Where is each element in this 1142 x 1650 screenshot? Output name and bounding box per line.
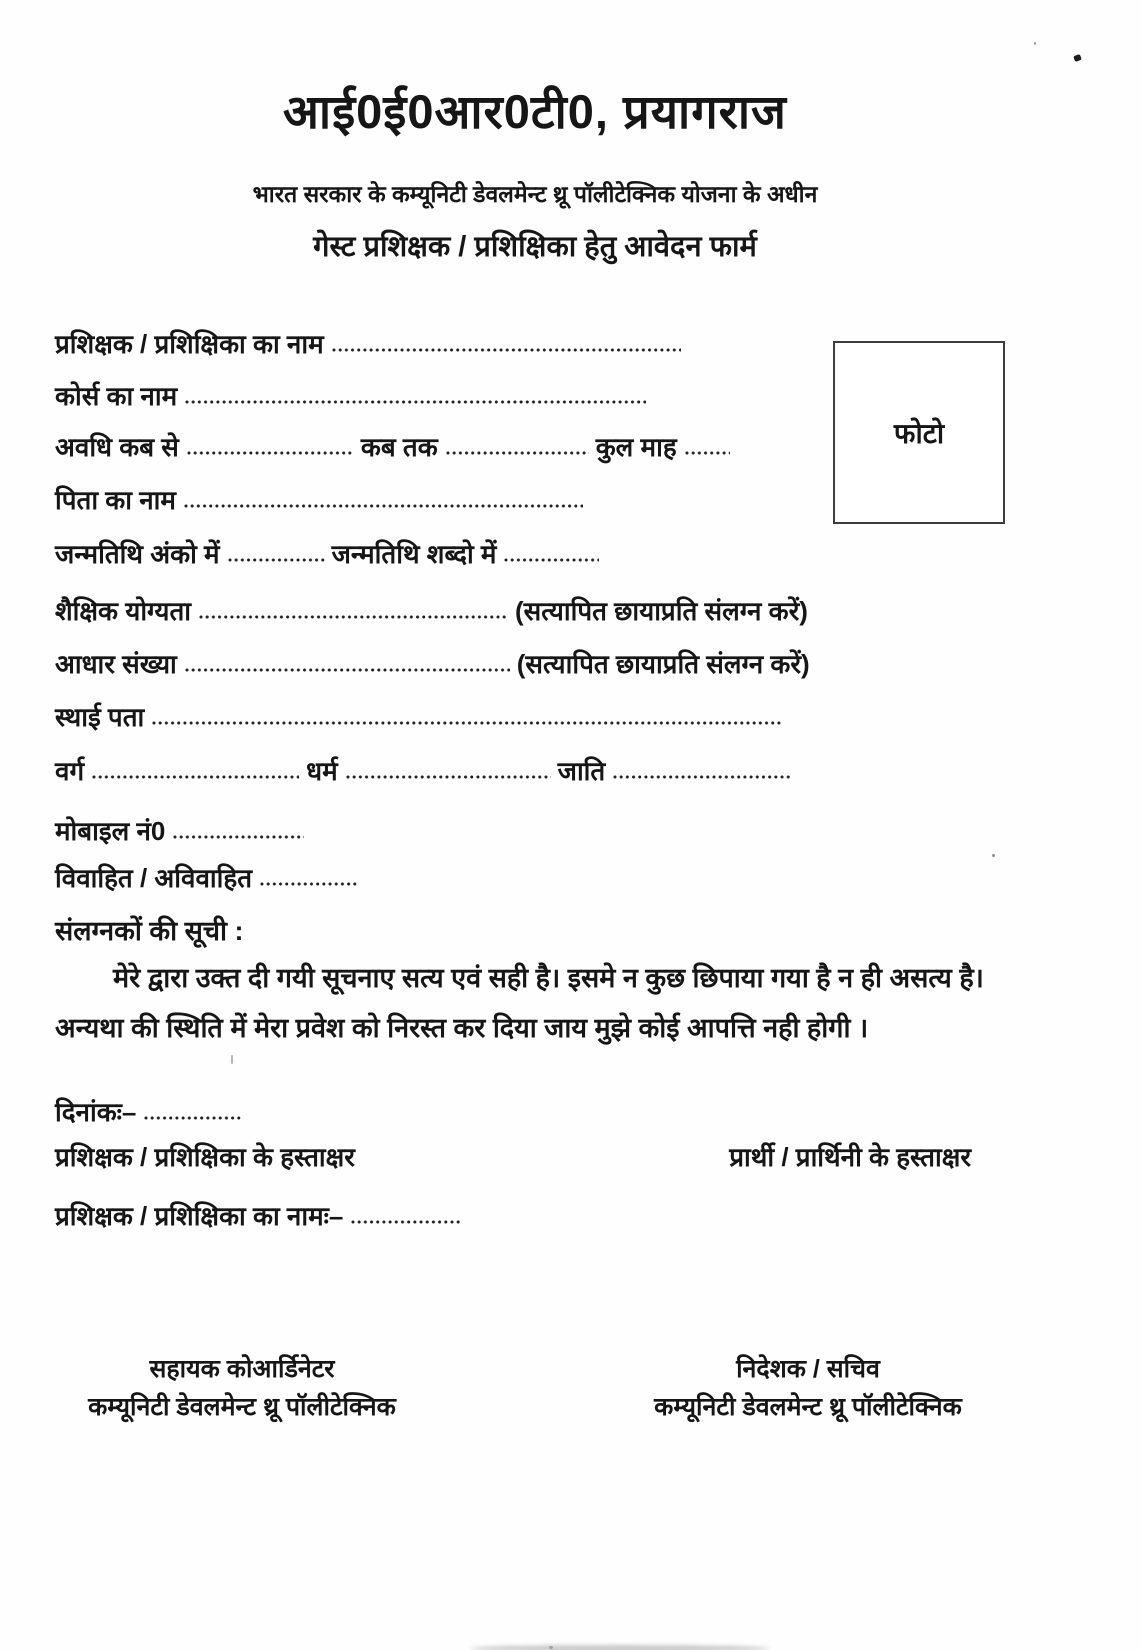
field-row-marital-status — [55, 861, 359, 895]
field-label: दिनांकः– — [55, 1097, 137, 1127]
blank-date[interactable] — [143, 1115, 241, 1121]
field-label: कुल माह — [595, 432, 677, 462]
field-label: वर्ग — [55, 756, 85, 786]
applicant-signature-label: प्रार्थी / प्रार्थिनी के हस्ताक्षर — [729, 1142, 971, 1172]
field-label: विवाहित / अविवाहित — [55, 863, 253, 893]
blank-trainer-name-bottom[interactable] — [350, 1219, 460, 1225]
scheme-subtitle: भारत सरकार के कम्यूनिटी डेवलमेन्ट थ्रू पॉलीटेक्निक योजना के अधीन — [252, 181, 818, 207]
field-label: जन्मतिथि अंको में — [55, 539, 220, 569]
blank-date-of-birth-3[interactable] — [503, 557, 599, 563]
field-row-mobile-number — [55, 814, 304, 848]
blank-qualification[interactable] — [198, 614, 508, 620]
blank-aadhaar-number[interactable] — [184, 667, 510, 673]
field-row-category-religion-caste — [55, 754, 792, 788]
field-label: स्थाई पता — [55, 702, 145, 732]
blank-date-of-birth[interactable] — [227, 557, 325, 563]
designation-title: सहायक कोआर्डिनेटर — [149, 1355, 335, 1383]
field-row-permanent-address — [55, 700, 781, 734]
field-label: अवधि कब से — [55, 432, 179, 462]
field-label: पिता का नाम — [55, 485, 176, 515]
field-row-trainer-name-bottom — [55, 1199, 460, 1233]
field-label: धर्म — [306, 756, 338, 786]
field-label: (सत्यापित छायाप्रति संलग्न करें) — [515, 596, 808, 626]
field-label: (सत्यापित छायाप्रति संलग्न करें) — [516, 649, 810, 679]
director-secretary-block — [618, 1350, 998, 1426]
field-row-course-name — [55, 379, 646, 413]
blank-duration-5[interactable] — [684, 450, 730, 456]
blank-category-religion-caste-3[interactable] — [345, 774, 551, 780]
field-row-trainer-name — [55, 327, 681, 361]
designation-subtitle: कम्यूनिटी डेवलमेन्ट थ्रू पॉलीटेक्निक — [654, 1393, 962, 1421]
blank-category-religion-caste-5[interactable] — [612, 774, 792, 780]
field-label: प्रशिक्षक / प्रशिक्षिका का नामः– — [55, 1201, 344, 1231]
blank-marital-status[interactable] — [259, 881, 359, 887]
field-row-father-name — [55, 483, 583, 517]
designation-subtitle: कम्यूनिटी डेवलमेन्ट थ्रू पॉलीटेक्निक — [88, 1393, 396, 1421]
field-row-duration — [55, 430, 730, 464]
field-label: आधार संख्या — [55, 649, 177, 679]
scan-speck — [1034, 42, 1036, 45]
blank-trainer-name[interactable] — [331, 347, 681, 353]
form-title: गेस्ट प्रशिक्षक / प्रशिक्षिका हेतु आवेदन फार्म — [313, 231, 757, 263]
trainer-signature-label: प्रशिक्षक / प्रशिक्षिका के हस्ताक्षर — [55, 1142, 355, 1172]
blank-father-name[interactable] — [183, 503, 583, 509]
field-label: जन्मतिथि शब्दो में — [331, 539, 497, 569]
field-label: प्रशिक्षक / प्रशिक्षिका का नाम — [55, 329, 324, 359]
declaration-line: मेरे द्वारा उक्त दी गयी सूचनाए सत्य एवं सही है। इसमे न कुछ छिपाया गया है न ही असत्य है। — [113, 963, 984, 993]
field-label: जाति — [557, 756, 606, 786]
photo-box[interactable] — [833, 341, 1005, 524]
field-row-date-of-birth — [55, 537, 599, 571]
field-row-date — [55, 1095, 241, 1129]
field-label: कब तक — [360, 432, 438, 462]
attachments-heading: संलग्नकों की सूची : — [55, 916, 244, 946]
photo-box-label: फोटो — [893, 417, 945, 449]
signature-row — [55, 1138, 971, 1174]
blank-category-religion-caste[interactable] — [91, 774, 299, 780]
blank-course-name[interactable] — [184, 399, 646, 405]
field-row-aadhaar-number — [55, 647, 810, 681]
field-label: कोर्स का नाम — [55, 381, 178, 411]
field-row-qualification — [55, 594, 808, 628]
scan-speck — [1073, 54, 1082, 62]
field-label: मोबाइल नं0 — [55, 816, 166, 846]
blank-duration-3[interactable] — [445, 450, 589, 456]
scan-speck — [231, 1055, 233, 1064]
blank-duration[interactable] — [186, 450, 354, 456]
assistant-coordinator-block — [52, 1350, 432, 1426]
declaration-line: अन्यथा की स्थिति में मेरा प्रवेश को निरस्त कर दिया जाय मुझे कोई आपत्ति नही होगी । — [55, 1013, 869, 1043]
blank-permanent-address[interactable] — [151, 720, 781, 726]
designation-title: निदेशक / सचिव — [736, 1355, 880, 1383]
page-title: आई0ई0आर0टी0, प्रयागराज — [283, 85, 787, 138]
blank-mobile-number[interactable] — [172, 834, 304, 840]
declaration-paragraph — [55, 953, 1050, 1053]
field-label: शैक्षिक योग्यता — [55, 596, 192, 626]
scan-smudge — [470, 1645, 770, 1650]
scan-speck — [992, 854, 995, 857]
